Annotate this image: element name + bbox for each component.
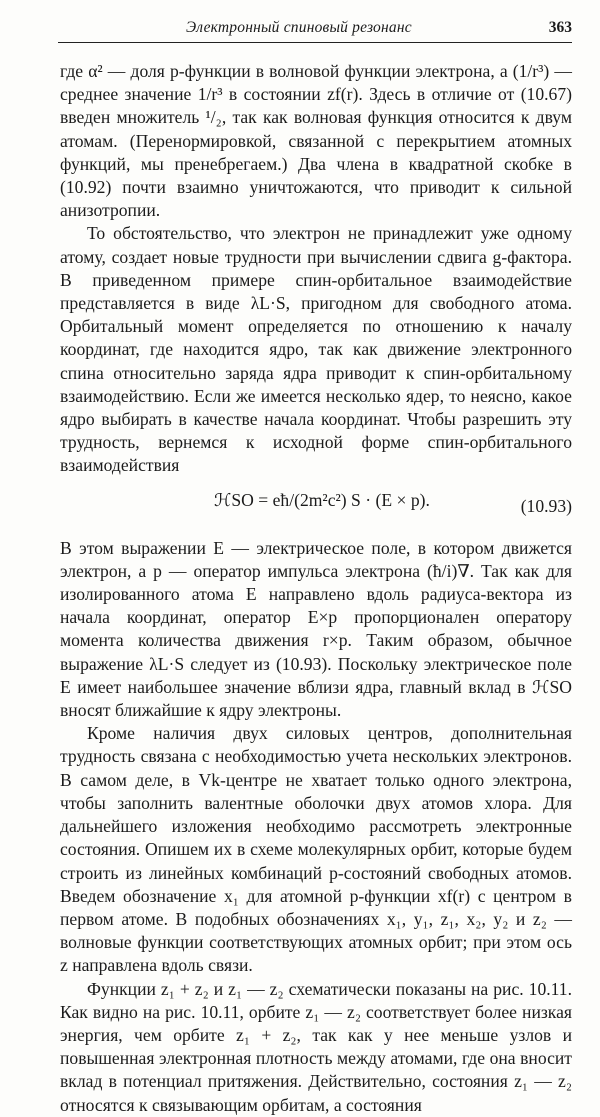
formula-expression: ℋSO = eħ/(2m²c²) S · (E × p). bbox=[214, 489, 430, 510]
paragraph-4: Кроме наличия двух силовых центров, дополнительная трудность связана с необходимостью учета нескольких электронов. В самом деле, в Vk-центре не хватает только одного электрона, чтобы заполнить валентные оболочки двух атомов хлора. Для дальнейшего изложения необходимо рассмотреть электронные состояния. Опишем их в схеме молекулярных орбит, которые будем строить из линейных комбинаций p-состояний свободных атомов. Введем обозначение x₁ для атомной p-функции xf(r) с центром в первом атоме. В подобных обозначениях x₁, y₁, z₁, x₂, y₂ и z₂ — волновые функции соответствующих атомных орбит; при этом ось z направлена вдоль связи. bbox=[60, 723, 572, 976]
page-number: 363 bbox=[548, 19, 572, 36]
body-text bbox=[60, 60, 572, 1117]
formula-number: (10.93) bbox=[520, 495, 572, 516]
formula-10-93 bbox=[60, 483, 572, 535]
paragraph-3: В этом выражении E — электрическое поле, в котором движется электрон, а p — оператор импульса электрона (ħ/i)∇. Так как для изолированного атома E направлено вдоль радиуса-вектора из начала координат, оператор E×p пропорционален оператору момента количества движения r×p. Таким образом, обычное выражение λL·S следует из (10.93). Поскольку электрическое поле E имеет наибольшее значение вблизи ядра, главный вклад в ℋSO вносят ближайшие к ядру электроны. bbox=[60, 537, 572, 721]
paragraph-5: Функции z₁ + z₂ и z₁ — z₂ схематически показаны на рис. 10.11. Как видно на рис. 10.11, орбите z₁ — z₂ соответствует более низкая энергия, чем орбите z₁ + z₂, так как у нее меньше узлов и повышенная электронная плотность между атомами, где она вносит вклад в потенциал притяжения. Действительно, состояния z₁ — z₂ относятся к связывающим орбитам, а состояния bbox=[60, 978, 572, 1115]
page-header bbox=[58, 18, 572, 43]
paragraph-2: То обстоятельство, что электрон не принадлежит уже одному атому, создает новые трудности при вычислении сдвига g-фактора. В приведенном примере спин-орбитальное взаимодействие представляется в виде λL·S, пригодном для свободного атома. Орбитальный момент определяется по отношению к началу координат, где находится ядро, так как движение электронного спина относительно заряда ядра приводит к спин-орбитальному взаимодействию. Если же имеется несколько ядер, то неясно, какое ядро выбирать в качестве начала координат. Чтобы разрешить эту трудность, вернемся к исходной форме спин-орбитального взаимодействия bbox=[60, 223, 572, 476]
paragraph-1: где α² — доля p-функции в волновой функции электрона, а (1/r³) — среднее значение 1/r³ в состоянии zf(r). Здесь в отличие от (10.67) введен множитель ¹/₂, так как волновая функция относится к двум атомам. (Перенормировкой, связанной с перекрытием атомных функций, мы пренебрегаем.) Два члена в квадратной скобке в (10.92) почти взаимно уничтожаются, что приводит к сильной анизотропии. bbox=[60, 61, 572, 221]
running-title: Электронный спиновый резонанс bbox=[186, 19, 412, 36]
